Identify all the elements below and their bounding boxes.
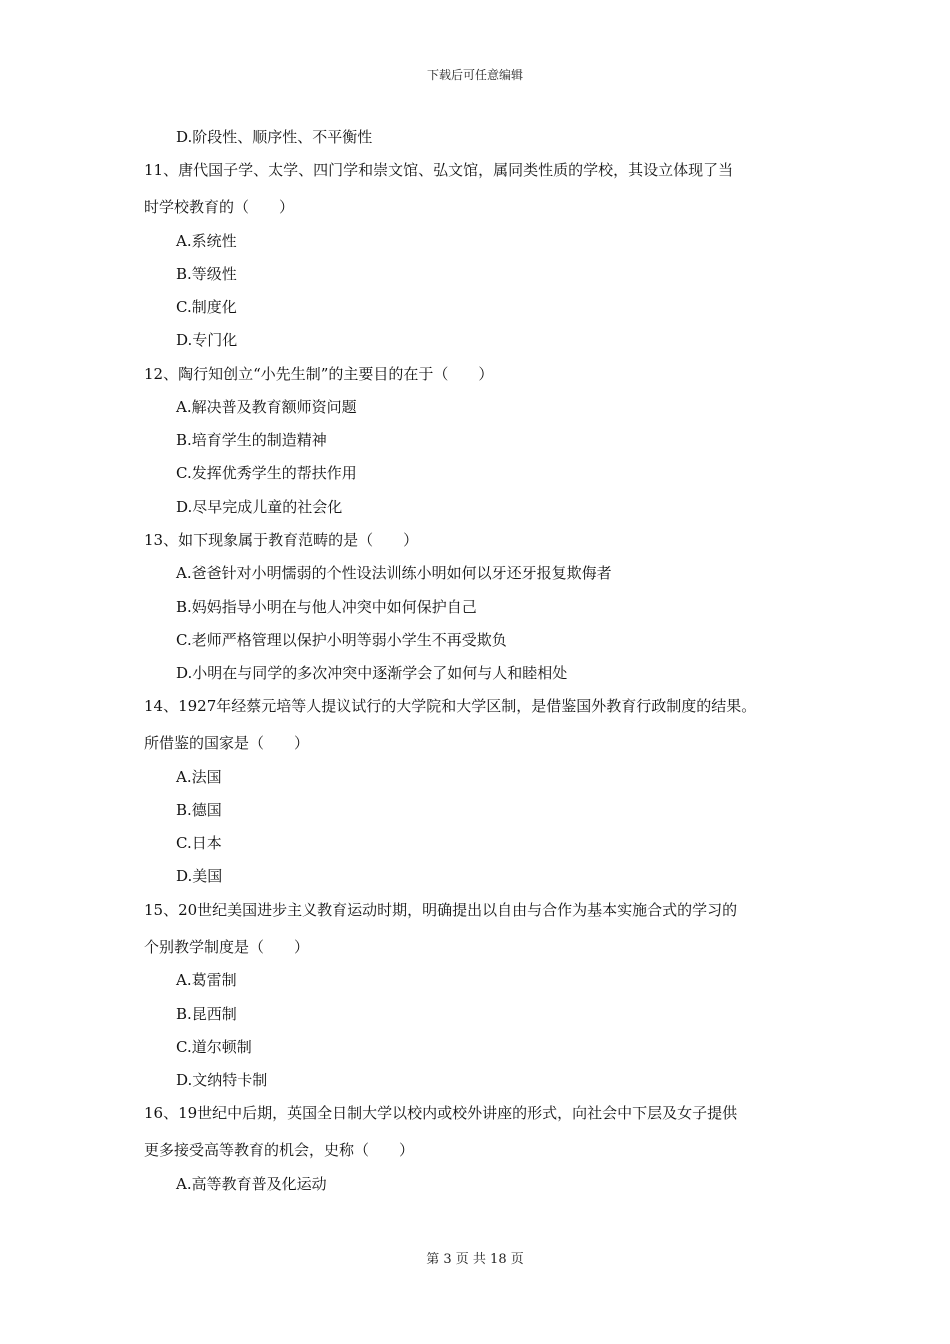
option-11-b: B.等级性 xyxy=(176,265,237,283)
option-12-b: B.培育学生的制造精神 xyxy=(176,431,327,449)
page-number-footer: 第 3 页 共 18 页 xyxy=(426,1252,524,1267)
option-14-d: D.美国 xyxy=(176,867,223,885)
option-10-d: D.阶段性、顺序性、不平衡性 xyxy=(176,128,373,146)
page-header: 下载后可任意编辑 xyxy=(426,68,523,82)
question-14-stem-cont: 所借鉴的国家是（ ） xyxy=(144,734,310,752)
option-15-c: C.道尔顿制 xyxy=(176,1038,252,1056)
question-15-stem: 15、20世纪美国进步主义教育运动时期，明确提出以自由与合作为基本实施合式的学习的 xyxy=(144,901,738,919)
option-12-d: D.尽早完成儿童的社会化 xyxy=(176,498,343,516)
option-15-b: B.昆西制 xyxy=(176,1005,237,1023)
question-15-stem-cont: 个别教学制度是（ ） xyxy=(144,938,310,956)
option-12-a: A.解决普及教育额师资问题 xyxy=(176,398,357,416)
option-14-c: C.日本 xyxy=(176,834,222,852)
option-16-a: A.高等教育普及化运动 xyxy=(176,1175,327,1193)
question-16-stem: 16、19世纪中后期，英国全日制大学以校内或校外讲座的形式，向社会中下层及女子提供 xyxy=(144,1104,738,1122)
option-14-b: B.德国 xyxy=(176,801,222,819)
option-11-a: A.系统性 xyxy=(176,232,237,250)
option-11-c: C.制度化 xyxy=(176,298,237,316)
option-13-d: D.小明在与同学的多次冲突中逐渐学会了如何与人和睦相处 xyxy=(176,664,568,682)
option-15-d: D.文纳特卡制 xyxy=(176,1071,268,1089)
option-13-b: B.妈妈指导小明在与他人冲突中如何保护自己 xyxy=(176,598,477,616)
question-11-stem: 11、唐代国子学、太学、四门学和崇文馆、弘文馆，属同类性质的学校，其设立体现了当 xyxy=(144,161,734,179)
question-11-stem-cont: 时学校教育的（ ） xyxy=(144,198,295,216)
option-15-a: A.葛雷制 xyxy=(176,971,237,989)
question-14-stem: 14、1927年经蔡元培等人提议试行的大学院和大学区制，是借鉴国外教育行政制度的结果。 xyxy=(144,697,757,715)
option-14-a: A.法国 xyxy=(176,768,222,786)
question-16-stem-cont: 更多接受高等教育的机会，史称（ ） xyxy=(144,1141,415,1159)
option-12-c: C.发挥优秀学生的帮扶作用 xyxy=(176,464,357,482)
question-12-stem: 12、陶行知创立“小先生制”的主要目的在于（ ） xyxy=(144,365,494,383)
option-13-c: C.老师严格管理以保护小明等弱小学生不再受欺负 xyxy=(176,631,507,649)
option-13-a: A.爸爸针对小明懦弱的个性设法训练小明如何以牙还牙报复欺侮者 xyxy=(176,564,612,582)
option-11-d: D.专门化 xyxy=(176,331,238,349)
question-13-stem: 13、如下现象属于教育范畴的是（ ） xyxy=(144,531,419,549)
